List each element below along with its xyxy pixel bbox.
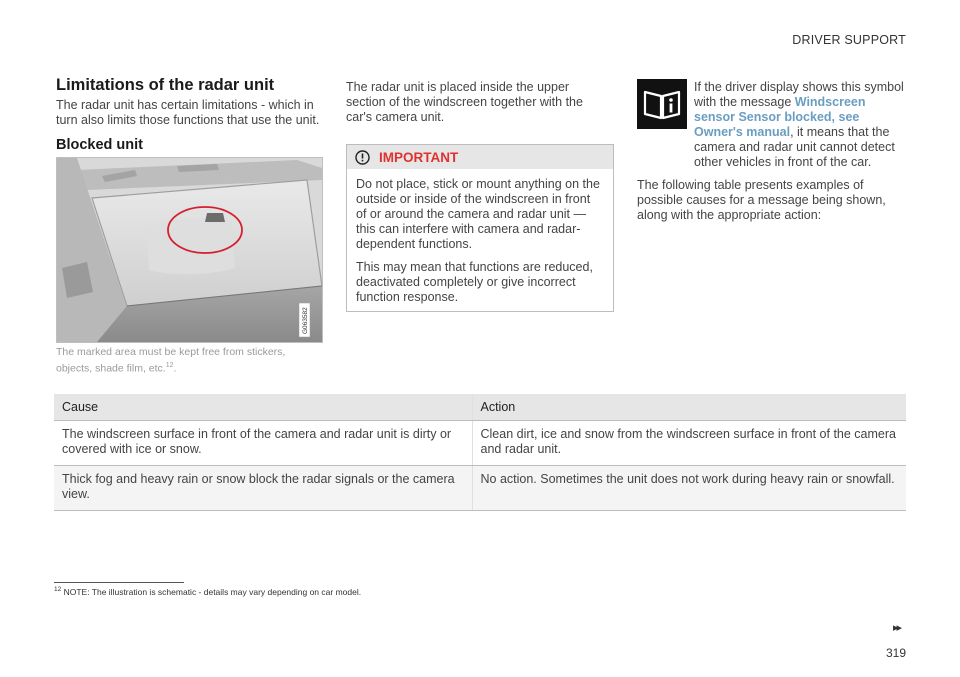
windscreen-sensor-message: Windscreen sensor Sensor blocked, see Owner's manual (694, 95, 866, 139)
section-heading: Limitations of the radar unit (56, 76, 275, 94)
important-text-2: This may mean that functions are reduced, deactivated completely or give incorrect function response. (356, 260, 593, 304)
action-cell: Clean dirt, ice and snow from the windscreen surface in front of the camera and radar unit. (472, 421, 906, 466)
book-info-icon (637, 79, 687, 129)
footnote-text: NOTE: The illustration is schematic - details may vary depending on car model. (63, 586, 362, 597)
section-header: DRIVER SUPPORT (792, 33, 906, 47)
windscreen-drawing (57, 158, 322, 342)
column-header-action: Action (472, 394, 906, 421)
caption-period: . (173, 362, 177, 375)
action-cell: No action. Sometimes the unit does not work during heavy rain or snowfall. (472, 466, 906, 511)
intro-text: The radar unit has certain limitations - which in turn also limits those functions that use the unit. (56, 98, 320, 127)
cause-cell: The windscreen surface in front of the camera and radar unit is dirty or covered with ice or snow. (54, 421, 472, 466)
important-title: IMPORTANT (379, 149, 459, 165)
display-message-rest: , it means that the camera and radar unit cannot detect other vehicles in front of the car. (694, 125, 895, 169)
important-body (347, 169, 613, 313)
important-header (347, 145, 613, 169)
windscreen-illustration (56, 157, 323, 343)
display-message-intro: If the driver display shows this symbol with the message (694, 80, 904, 109)
figure-code: G063582 (302, 307, 309, 334)
cause-action-table (54, 394, 906, 511)
radar-location-text: The radar unit is placed inside the upper section of the windscreen together with the car's camera unit. (346, 80, 583, 124)
important-text-1: Do not place, stick or mount anything on the outside or inside of the windscreen in front of or around the camera and radar unit — this can interfere with camera and radar-dependent functions. (356, 177, 600, 251)
column-header-cause: Cause (54, 394, 472, 421)
warning-circle-icon (355, 150, 370, 165)
caption-text: The marked area must be kept free from stickers, objects, shade film, etc. (56, 346, 286, 375)
footnote-number: 12 (54, 586, 62, 593)
table-intro-text: The following table presents examples of possible causes for a message being shown, along with the appropriate action: (637, 178, 886, 222)
table-row (54, 421, 906, 466)
caption-footnote-ref: 12 (165, 362, 174, 369)
cause-cell: Thick fog and heavy rain or snow block the radar signals or the camera view. (54, 466, 472, 511)
page-number: 319 (885, 646, 906, 660)
subheading-blocked-unit: Blocked unit (56, 137, 144, 153)
table-row (54, 466, 906, 511)
next-page-arrows-icon[interactable]: ▸▸ (892, 622, 900, 634)
table-header-row (54, 394, 906, 421)
footnote (54, 586, 361, 597)
display-message-text-top (694, 80, 906, 170)
figure-caption (56, 346, 321, 376)
footnote-divider (54, 582, 184, 583)
important-box (346, 144, 614, 312)
